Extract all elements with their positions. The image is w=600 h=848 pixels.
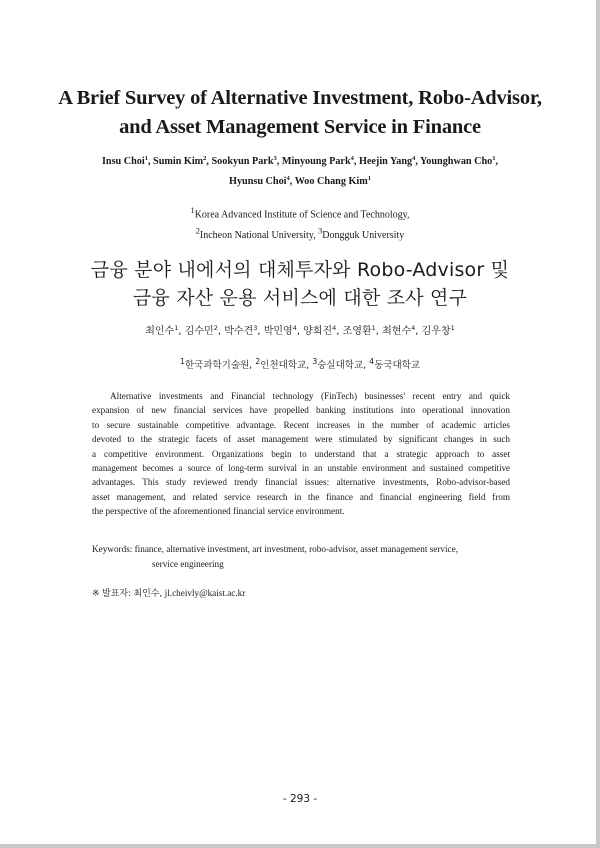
page-edge-right xyxy=(596,0,600,848)
korean-affiliations xyxy=(60,354,540,374)
presenter-label: 발표자: xyxy=(102,589,132,599)
affiliation-2: $^2$Incheon National University, xyxy=(195,226,316,241)
presenter-note xyxy=(92,586,512,602)
keywords xyxy=(92,542,512,572)
author-3: Sookyun Park$^3$ xyxy=(211,155,277,167)
abstract-line: asset management, and related service research in the finance and financial engineering field from xyxy=(92,491,510,502)
author-kr-2: 김수민$^2$ xyxy=(184,324,218,337)
abstract-line: the perspective of the aforementioned financial service environment. xyxy=(92,506,345,517)
author-7: Hyunsu Choi$^4$ xyxy=(229,175,290,187)
affiliation-kr-3: $^3$숭실대학교, xyxy=(312,357,367,372)
author-6: Younghwan Cho$^1$ xyxy=(420,155,496,167)
english-title xyxy=(40,84,560,142)
abstract-line: management becomes a source of long-term survival in an unstable environment and sustained competitive xyxy=(92,463,510,474)
korean-title xyxy=(40,256,560,312)
author-4: Minyoung Park$^4$ xyxy=(281,155,354,167)
korean-title-line-2: 금융 자산 운용 서비스에 대한 조사 연구 xyxy=(132,287,468,309)
reference-mark-icon: ※ xyxy=(92,588,100,598)
english-affiliations xyxy=(60,203,540,244)
presenter-email: jl.cheivly@kaist.ac.kr xyxy=(164,588,246,598)
affiliation-kr-4: $^4$동국대학교 xyxy=(369,357,421,372)
author-8: Woo Chang Kim$^1$ xyxy=(294,175,371,187)
author-5: Heejin Yang$^4$ xyxy=(358,155,416,167)
affiliation-3: $^3$Dongguk University xyxy=(318,226,405,241)
page-edge-bottom xyxy=(0,844,600,848)
affiliation-1: $^1$Korea Advanced Institute of Science and Technology, xyxy=(190,206,410,221)
korean-title-line-1: 금융 분야 내에서의 대체투자와 Robo-Advisor 및 xyxy=(90,259,510,281)
english-title-line-2: and Asset Management Service in Finance xyxy=(119,116,481,138)
author-kr-7: 최현수$^4$ xyxy=(382,324,416,337)
english-title-line-1: A Brief Survey of Alternative Investment, Robo-Advisor, xyxy=(58,87,542,109)
abstract-line: to secure sustainable competitive advantage. Recent increases in the number of academic articles xyxy=(92,419,510,430)
presenter-name: 최인수, xyxy=(133,589,163,599)
affiliation-kr-1: $^1$한국과학기술원, xyxy=(179,357,253,372)
author-kr-5: 양희진$^4$ xyxy=(303,324,337,337)
abstract-line: expansion of new financial services have propelled banking institutions into operational innovation xyxy=(92,405,510,416)
author-kr-4: 박민영$^4$ xyxy=(263,324,297,337)
author-kr-8: 김우창$^1$ xyxy=(421,324,455,337)
page-number: - 293 - xyxy=(282,793,318,805)
korean-author-list: 최인수$^1$, 김수민$^2$, 박수견$^3$, 박민영$^4$, 양희진$^4$, 조영환$^1$, 최현수$^4$, 김우창$^1$ xyxy=(145,324,455,337)
abstract-line: advantages. This study reviewed trendy financial issues: alternative investments, Robo-advisor-based xyxy=(92,477,510,488)
english-author-list: Insu Choi$^1$, Sumin Kim$^2$, Sookyun Park$^3$, Minyoung Park$^4$, Heejin Yang$^4$, Younghwan Cho$^1$, Hyunsu Choi$^4$, Woo Chang Kim$^1$ xyxy=(101,155,499,187)
author-kr-1: 최인수$^1$ xyxy=(145,324,179,337)
abstract-line: devoted to the strategic facets of asset management were stimulated by significant changes in such xyxy=(92,434,510,445)
keywords-line-2: service engineering xyxy=(152,559,224,569)
author-kr-6: 조영환$^1$ xyxy=(342,324,376,337)
keywords-line-1: finance, alternative investment, art investment, robo-advisor, asset management service, xyxy=(134,544,458,554)
author-2: Sumin Kim$^2$ xyxy=(153,155,207,167)
author-kr-3: 박수견$^3$ xyxy=(224,324,258,337)
abstract-line: Alternative investments and Financial technology (FinTech) businesses' recent entry and quick xyxy=(110,391,510,401)
author-1: Insu Choi$^1$ xyxy=(101,155,148,167)
keywords-label: Keywords: xyxy=(92,544,133,554)
affiliation-kr-2: $^2$인천대학교, xyxy=(255,357,310,372)
abstract xyxy=(92,389,510,519)
abstract-line: a competitive environment. Organizations begin to understand that a strategic approach to asset xyxy=(92,448,510,459)
